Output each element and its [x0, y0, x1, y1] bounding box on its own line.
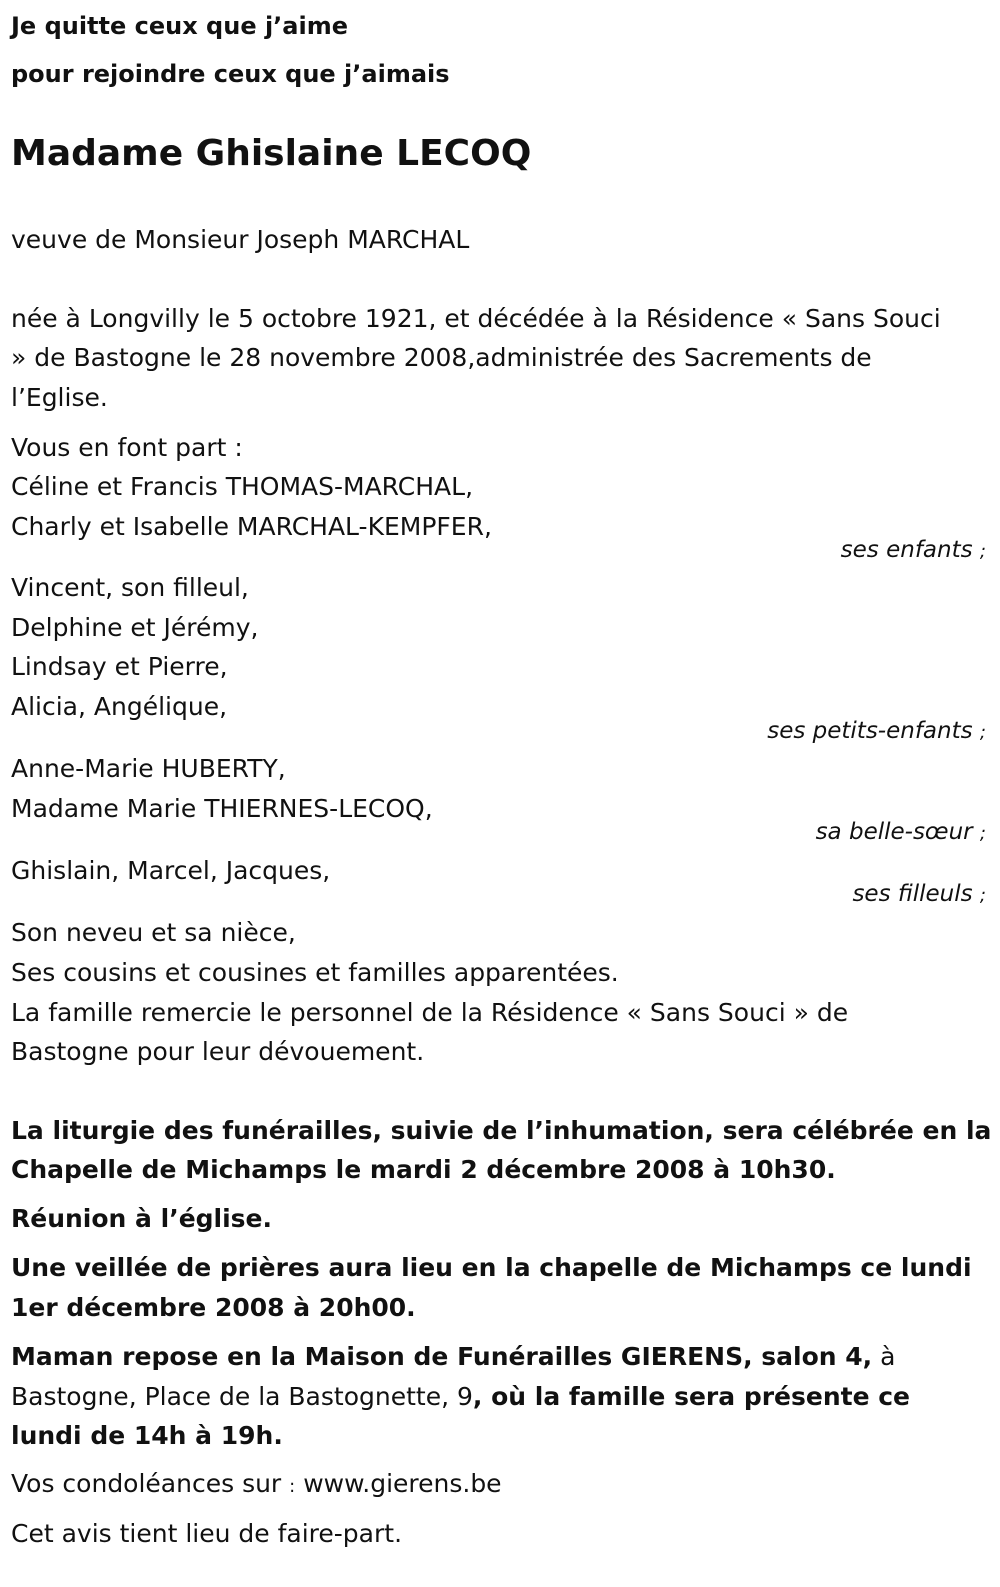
other-line-1: Son neveu et sa nièce,	[11, 918, 296, 947]
announce-intro: Vous en font part :	[11, 433, 243, 462]
repose-line-3: lundi de 14h à 19h.	[11, 1421, 283, 1450]
bio-line-2: » de Bastogne le 28 novembre 2008,administrée des Sacrements de	[11, 343, 872, 372]
child-name: Charly et Isabelle MARCHAL-KEMPFER,	[11, 512, 492, 541]
godchildren-names: Ghislain, Marcel, Jacques,	[11, 856, 331, 885]
grandchild-name: Alicia, Angélique,	[11, 692, 228, 721]
condolences-link[interactable]: www.gierens.be	[303, 1469, 502, 1498]
vigil-line-1: Une veillée de prières aura lieu en la chapelle de Michamps ce lundi	[11, 1253, 972, 1282]
bio-line-1: née à Longvilly le 5 octobre 1921, et décédée à la Résidence « Sans Souci	[11, 304, 941, 333]
other-line-2: Ses cousins et cousines et familles apparentées.	[11, 958, 619, 987]
grandchild-name: Vincent, son filleul,	[11, 573, 249, 602]
repose-line-2: Bastogne, Place de la Bastognette, 9, où la famille sera présente ce	[11, 1382, 911, 1411]
vigil-line-2: 1er décembre 2008 à 20h00.	[11, 1293, 416, 1322]
grandchild-name: Lindsay et Pierre,	[11, 652, 228, 681]
child-name: Céline et Francis THOMAS-MARCHAL,	[11, 472, 474, 501]
closing-line: Cet avis tient lieu de faire-part.	[11, 1519, 403, 1548]
deceased-name: Madame Ghislaine LECOQ	[11, 133, 532, 174]
relation-sister-in-law: sa belle-sœur ;	[815, 819, 986, 845]
meeting-line: Réunion à l’église.	[11, 1204, 273, 1233]
epigraph-line-1: Je quitte ceux que j’aime	[11, 12, 349, 40]
spouse-line: veuve de Monsieur Joseph MARCHAL	[11, 225, 470, 254]
relation-godchildren: ses filleuls ;	[852, 881, 986, 907]
epigraph-line-2: pour rejoindre ceux que j’aimais	[11, 60, 450, 88]
relation-grandchildren: ses petits-enfants ;	[767, 718, 986, 744]
sister-in-law-name: Anne-Marie HUBERTY,	[11, 754, 286, 783]
other-line-3: La famille remercie le personnel de la Résidence « Sans Souci » de	[11, 998, 849, 1027]
other-line-4: Bastogne pour leur dévouement.	[11, 1037, 425, 1066]
grandchild-name: Delphine et Jérémy,	[11, 613, 259, 642]
sister-in-law-name: Madame Marie THIERNES-LECOQ,	[11, 794, 433, 823]
relation-children: ses enfants ;	[840, 537, 986, 563]
funeral-line-1: La liturgie des funérailles, suivie de l’inhumation, sera célébrée en la	[11, 1116, 992, 1145]
funeral-line-2: Chapelle de Michamps le mardi 2 décembre 2008 à 10h30.	[11, 1155, 836, 1184]
condolences-line: Vos condoléances sur : www.gierens.be	[11, 1469, 502, 1498]
repose-line-1: Maman repose en la Maison de Funérailles GIERENS, salon 4, à	[11, 1342, 896, 1371]
bio-line-3: l’Eglise.	[11, 383, 108, 412]
